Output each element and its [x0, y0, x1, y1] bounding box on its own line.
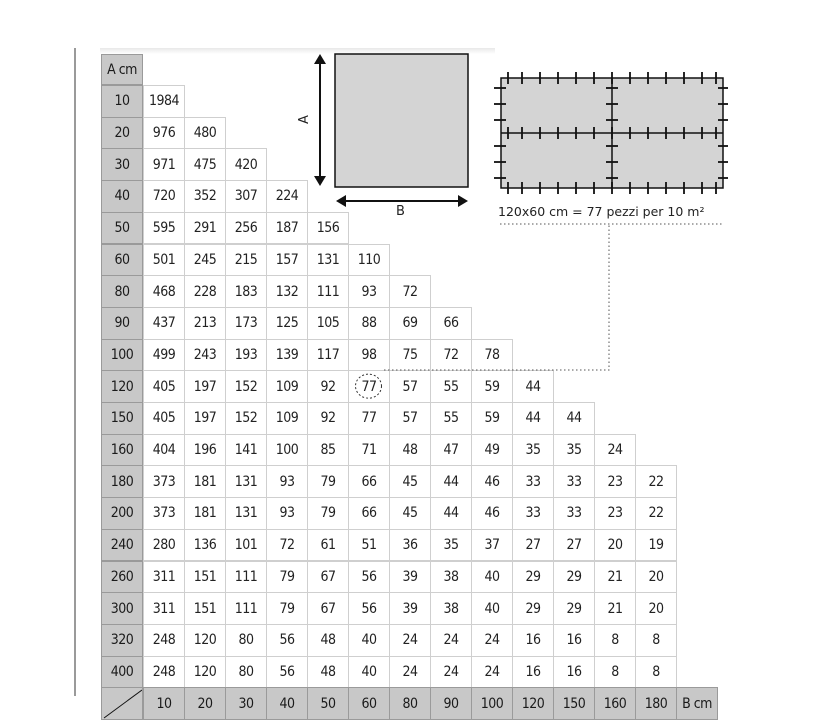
table-cell: 136: [184, 529, 226, 562]
table-cell: 24: [389, 624, 431, 657]
table-cell: 420: [225, 148, 267, 181]
table-cell: 92: [307, 370, 349, 403]
a-value-260: 260: [101, 561, 143, 594]
b-value-180: 180: [635, 687, 677, 720]
table-cell: 40: [471, 561, 513, 594]
a-value-10: 10: [101, 85, 143, 118]
table-cell: 475: [184, 148, 226, 181]
table-cell: 311: [143, 561, 185, 594]
dimension-a-arrow-top: [314, 54, 326, 64]
table-cell: 92: [307, 402, 349, 435]
table-cell: 8: [594, 656, 636, 689]
table-cell: 35: [553, 434, 595, 467]
table-cell: 139: [266, 339, 308, 372]
table-cell: 57: [389, 402, 431, 435]
table-cell: 120: [184, 656, 226, 689]
table-cell: 1984: [143, 85, 185, 118]
table-cell: 39: [389, 561, 431, 594]
a-value-200: 200: [101, 497, 143, 530]
table-cell: 21: [594, 561, 636, 594]
table-cell: 100: [266, 434, 308, 467]
table-cell: 111: [307, 275, 349, 308]
table-cell: 187: [266, 212, 308, 245]
table-cell: 181: [184, 465, 226, 498]
a-axis-header: A cm: [101, 54, 143, 85]
b-value-90: 90: [430, 687, 472, 720]
table-cell: 20: [594, 529, 636, 562]
a-value-30: 30: [101, 148, 143, 181]
table-cell: 29: [553, 592, 595, 625]
table-cell: 173: [225, 307, 267, 340]
table-cell: 213: [184, 307, 226, 340]
table-cell: 8: [594, 624, 636, 657]
table-cell: 93: [348, 275, 390, 308]
table-cell: 720: [143, 180, 185, 213]
table-cell: 480: [184, 117, 226, 150]
b-value-20: 20: [184, 687, 226, 720]
table-cell: 33: [512, 465, 554, 498]
a-value-80: 80: [101, 275, 143, 308]
table-cell: 44: [430, 465, 472, 498]
a-value-20: 20: [101, 117, 143, 150]
table-cell: 8: [635, 624, 677, 657]
table-cell: 85: [307, 434, 349, 467]
table-cell: 20: [635, 592, 677, 625]
b-value-100: 100: [471, 687, 513, 720]
table-cell: 307: [225, 180, 267, 213]
table-cell: 196: [184, 434, 226, 467]
table-cell: 67: [307, 561, 349, 594]
table-cell: 125: [266, 307, 308, 340]
table-cell: 468: [143, 275, 185, 308]
a-value-150: 150: [101, 402, 143, 435]
table-cell: 109: [266, 402, 308, 435]
table-cell: 55: [430, 370, 472, 403]
b-value-80: 80: [389, 687, 431, 720]
table-cell: 56: [348, 592, 390, 625]
table-cell: 33: [512, 497, 554, 530]
table-cell: 66: [348, 497, 390, 530]
table-cell: 24: [389, 656, 431, 689]
table-cell: 24: [471, 624, 513, 657]
tile-example: [494, 72, 728, 194]
table-cell: 24: [430, 624, 472, 657]
table-cell: 69: [389, 307, 431, 340]
table-cell: 228: [184, 275, 226, 308]
table-cell: 27: [512, 529, 554, 562]
table-cell: 111: [225, 592, 267, 625]
table-cell: 157: [266, 244, 308, 277]
table-cell: 111: [225, 561, 267, 594]
table-cell: 24: [430, 656, 472, 689]
table-cell: 40: [471, 592, 513, 625]
table-cell: 71: [348, 434, 390, 467]
table-cell: 405: [143, 370, 185, 403]
table-cell: 37: [471, 529, 513, 562]
table-cell: 23: [594, 465, 636, 498]
table-cell: 67: [307, 592, 349, 625]
dimension-a-arrow-bottom: [314, 176, 326, 186]
table-cell: 131: [225, 497, 267, 530]
a-value-60: 60: [101, 244, 143, 277]
table-cell: 499: [143, 339, 185, 372]
table-cell: 595: [143, 212, 185, 245]
table-cell: 131: [225, 465, 267, 498]
table-cell: 16: [553, 624, 595, 657]
dimension-b-label: B: [396, 204, 405, 219]
table-cell: 29: [553, 561, 595, 594]
table-cell: 256: [225, 212, 267, 245]
table-cell: 49: [471, 434, 513, 467]
table-cell: 16: [512, 624, 554, 657]
table-cell: 56: [348, 561, 390, 594]
table-cell: 88: [348, 307, 390, 340]
table-cell: 152: [225, 370, 267, 403]
b-axis-header: B cm: [676, 687, 718, 720]
table-cell: 181: [184, 497, 226, 530]
table-cell: 22: [635, 465, 677, 498]
table-cell: 55: [430, 402, 472, 435]
dotted-connector: [384, 225, 609, 370]
table-cell: 16: [553, 656, 595, 689]
table-cell: 79: [266, 592, 308, 625]
table-cell: 311: [143, 592, 185, 625]
table-cell: 44: [512, 402, 554, 435]
table-cell: 117: [307, 339, 349, 372]
table-cell: 79: [307, 465, 349, 498]
b-value-160: 160: [594, 687, 636, 720]
table-cell: 109: [266, 370, 308, 403]
dimension-b-arrow-left: [336, 195, 346, 207]
table-cell: 40: [348, 624, 390, 657]
table-cell: 93: [266, 465, 308, 498]
table-cell: 56: [266, 624, 308, 657]
table-cell: 33: [553, 497, 595, 530]
table-cell: 120: [184, 624, 226, 657]
table-cell: 22: [635, 497, 677, 530]
table-cell: 20: [635, 561, 677, 594]
table-cell: 75: [389, 339, 431, 372]
table-cell: 248: [143, 656, 185, 689]
table-cell: 40: [348, 656, 390, 689]
table-cell: 183: [225, 275, 267, 308]
table-cell: 59: [471, 370, 513, 403]
table-cell: 437: [143, 307, 185, 340]
a-value-40: 40: [101, 180, 143, 213]
table-cell: 38: [430, 561, 472, 594]
table-cell: 61: [307, 529, 349, 562]
table-cell: 72: [266, 529, 308, 562]
table-cell: 197: [184, 402, 226, 435]
table-cell: 45: [389, 465, 431, 498]
table-cell: 46: [471, 497, 513, 530]
table-cell: 976: [143, 117, 185, 150]
table-cell: 243: [184, 339, 226, 372]
table-cell: 224: [266, 180, 308, 213]
a-value-90: 90: [101, 307, 143, 340]
table-cell: 105: [307, 307, 349, 340]
table-cell: 44: [430, 497, 472, 530]
table-cell: 48: [307, 656, 349, 689]
table-cell: 501: [143, 244, 185, 277]
a-value-240: 240: [101, 529, 143, 562]
table-cell: 21: [594, 592, 636, 625]
table-cell: 80: [225, 656, 267, 689]
b-value-10: 10: [143, 687, 185, 720]
table-cell: 101: [225, 529, 267, 562]
table-cell: 48: [389, 434, 431, 467]
table-cell: 66: [348, 465, 390, 498]
table-cell: 248: [143, 624, 185, 657]
table-cell: 352: [184, 180, 226, 213]
table-cell: 80: [225, 624, 267, 657]
table-cell: 373: [143, 497, 185, 530]
a-value-160: 160: [101, 434, 143, 467]
table-cell: 197: [184, 370, 226, 403]
table-cell: 291: [184, 212, 226, 245]
table-cell: 47: [430, 434, 472, 467]
a-value-100: 100: [101, 339, 143, 372]
a-value-50: 50: [101, 212, 143, 245]
table-cell: 36: [389, 529, 431, 562]
table-cell: 29: [512, 561, 554, 594]
a-value-400: 400: [101, 656, 143, 689]
table-cell: 57: [389, 370, 431, 403]
a-value-120: 120: [101, 370, 143, 403]
table-cell: 77: [348, 370, 390, 403]
a-value-320: 320: [101, 624, 143, 657]
table-cell: 141: [225, 434, 267, 467]
table-cell: 405: [143, 402, 185, 435]
b-value-150: 150: [553, 687, 595, 720]
table-cell: 151: [184, 592, 226, 625]
table-cell: 8: [635, 656, 677, 689]
table-cell: 215: [225, 244, 267, 277]
table-cell: 404: [143, 434, 185, 467]
table-cell: 23: [594, 497, 636, 530]
a-value-300: 300: [101, 592, 143, 625]
table-cell: 132: [266, 275, 308, 308]
b-value-120: 120: [512, 687, 554, 720]
dimension-b-arrow-right: [458, 195, 468, 207]
b-value-50: 50: [307, 687, 349, 720]
table-cell: 44: [512, 370, 554, 403]
table-cell: 971: [143, 148, 185, 181]
table-cell: 46: [471, 465, 513, 498]
table-cell: 131: [307, 244, 349, 277]
table-cell: 24: [594, 434, 636, 467]
table-cell: 35: [430, 529, 472, 562]
table-cell: 193: [225, 339, 267, 372]
table-cell: 110: [348, 244, 390, 277]
table-cell: 51: [348, 529, 390, 562]
table-cell: 39: [389, 592, 431, 625]
table-cell: 27: [553, 529, 595, 562]
table-cell: 66: [430, 307, 472, 340]
table-cell: 19: [635, 529, 677, 562]
table-cell: 72: [430, 339, 472, 372]
table-cell: 24: [471, 656, 513, 689]
table-cell: 77: [348, 402, 390, 435]
table-cell: 98: [348, 339, 390, 372]
table-cell: 373: [143, 465, 185, 498]
table-cell: 79: [266, 561, 308, 594]
table-cell: 56: [266, 656, 308, 689]
table-cell: 35: [512, 434, 554, 467]
table-cell: 38: [430, 592, 472, 625]
table-cell: 152: [225, 402, 267, 435]
highlight-circle: [356, 374, 382, 398]
b-value-40: 40: [266, 687, 308, 720]
table-cell: 79: [307, 497, 349, 530]
table-cell: 29: [512, 592, 554, 625]
table-cell: 44: [553, 402, 595, 435]
a-value-180: 180: [101, 465, 143, 498]
table-cell: 78: [471, 339, 513, 372]
panel-square: [335, 54, 468, 187]
table-cell: 45: [389, 497, 431, 530]
table-cell: 16: [512, 656, 554, 689]
table-cell: 48: [307, 624, 349, 657]
table-cell: 151: [184, 561, 226, 594]
table-cell: 59: [471, 402, 513, 435]
dimension-a-label: A: [296, 115, 312, 124]
table-cell: 156: [307, 212, 349, 245]
table-cell: 280: [143, 529, 185, 562]
table-cell: 245: [184, 244, 226, 277]
table-cell: 33: [553, 465, 595, 498]
example-caption: 120x60 cm = 77 pezzi per 10 m²: [498, 204, 705, 219]
table-cell: 93: [266, 497, 308, 530]
table-cell: 72: [389, 275, 431, 308]
b-value-30: 30: [225, 687, 267, 720]
b-value-60: 60: [348, 687, 390, 720]
